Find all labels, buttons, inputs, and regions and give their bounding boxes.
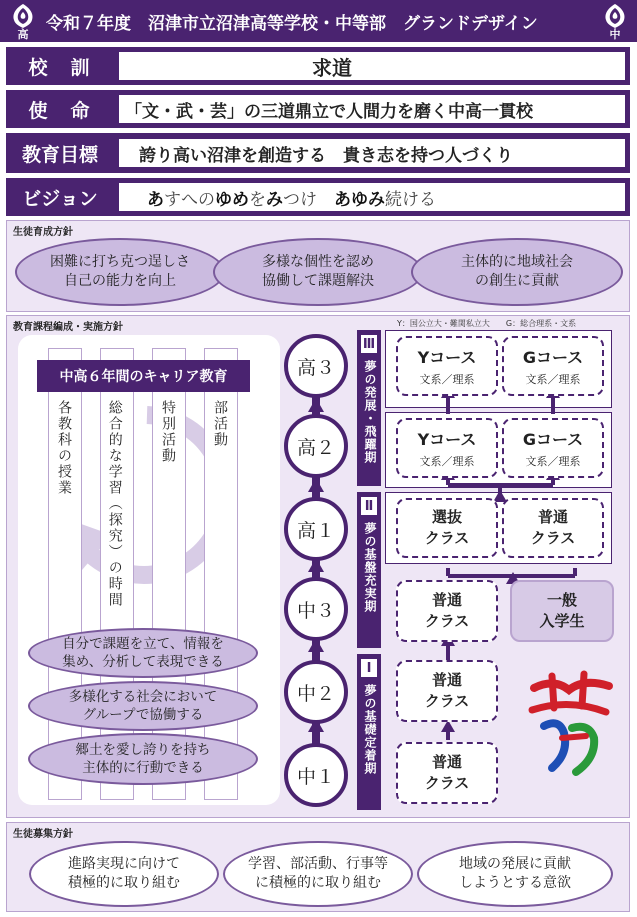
futsu-class-box: 普通 クラス: [396, 742, 498, 804]
ikusei-item: [411, 238, 623, 306]
vision-char: ゆ: [215, 189, 232, 210]
curriculum-column-label: 総合的な学習（探究）の時間: [106, 400, 123, 608]
vision-char: ゆ: [351, 189, 368, 210]
stage-circle: 高１: [284, 497, 348, 561]
course-legend: Y：国公立大・難関私立大 G：総合理系・文系: [397, 319, 577, 328]
skill-item: [28, 628, 258, 678]
senbatsu-class-box: 選抜 クラス: [396, 498, 498, 558]
boshu-item-line2: に積極的に取り組む: [255, 875, 381, 891]
vision-char: の: [198, 189, 215, 210]
boshu-title: 生徒募集方針: [13, 829, 73, 840]
stage-circle: 高３: [284, 334, 348, 398]
header-title: 令和７年度 沼津市立沼津高等学校・中等部 グランドデザイン: [46, 14, 538, 34]
ikusei-item-line1: 困難に打ち克つ逞しさ: [50, 254, 190, 271]
yume-logo-icon: [514, 668, 624, 778]
futsu-class-box: 普通 クラス: [502, 498, 604, 558]
curriculum-column-label: 各教科の授業: [56, 400, 72, 496]
y-course-title: Yコース: [417, 348, 477, 367]
skill-item: [28, 733, 258, 785]
row-motto: [6, 47, 630, 85]
skill-line1: 郷土を愛し誇りを持ち: [75, 741, 211, 758]
vision-char: へ: [181, 189, 198, 210]
phase-text-2: 夢の基盤充実期: [363, 522, 377, 613]
boshu-item-line2: 積極的に取り組む: [68, 875, 180, 891]
school-emblem-right-icon: [598, 2, 632, 40]
vision-char: す: [164, 189, 181, 210]
ikusei-item: [213, 238, 423, 306]
ikusei-item: [15, 238, 225, 306]
g-course-box: [502, 336, 604, 396]
ikusei-item-line2: の創生に貢献: [475, 273, 559, 289]
ikusei-section: [6, 220, 630, 312]
boshu-item: [29, 841, 219, 907]
career-title-text: 中高６年間のキャリア教育: [59, 369, 228, 385]
row-vision-label: ビジョン: [22, 187, 98, 210]
phase-num-2: Ⅱ: [360, 496, 378, 516]
y-course-title: Yコース: [417, 430, 477, 449]
skill-line2: グループで協働する: [82, 707, 204, 723]
curriculum-title: 教育課程編成・実施方針: [13, 322, 123, 333]
stage-arrows: [296, 330, 336, 810]
stage-circle: 中２: [284, 660, 348, 724]
skill-line1: 自分で課題を立て、情報を: [62, 635, 224, 652]
g-course-title: Gコース: [522, 348, 584, 367]
phase-text-3: 夢の発展・飛躍期: [363, 360, 377, 464]
phase-num-3: Ⅲ: [360, 334, 378, 354]
boshu-item: [417, 841, 613, 907]
ikusei-title: 生徒育成方針: [13, 227, 73, 238]
phase-num-1: Ⅰ: [360, 658, 378, 678]
vision-char: み: [266, 189, 283, 210]
ippan-entrant-box: 一般 入学生: [510, 580, 614, 642]
curriculum-column-label: 部活動: [212, 400, 228, 448]
vision-char: め: [232, 189, 249, 210]
g-course-title: Gコース: [522, 430, 584, 449]
ikusei-item-line1: 主体的に地域社会: [461, 254, 573, 271]
boshu-item-line1: 進路実現に向けて: [68, 856, 180, 873]
phase-text-1: 夢の基礎定着期: [363, 684, 377, 775]
row-mission-label: 使 命: [28, 99, 92, 122]
futsu-class-box: 普通 クラス: [396, 580, 498, 642]
row-mission: [6, 90, 630, 128]
skill-line1: 多様化する社会において: [68, 688, 218, 705]
skill-line2: 集め、分析して表現できる: [62, 654, 224, 670]
y-course-sub: 文系／理系: [419, 455, 475, 468]
ikusei-item-line1: 多様な個性を認め: [262, 254, 374, 271]
stage-circle: 高２: [284, 414, 348, 478]
row-goal-text: 誇り高い沼津を創造する 貴き志を持つ人づくり: [118, 138, 626, 168]
curriculum-column-label: 特別活動: [160, 400, 176, 464]
vision-char: 続: [385, 189, 402, 210]
row-motto-label: 校 訓: [28, 56, 92, 79]
boshu-item-line2: しようとする意欲: [459, 875, 571, 891]
g-course-sub: 文系／理系: [525, 455, 581, 468]
stage-circle: 中３: [284, 577, 348, 641]
row-vision: [6, 178, 630, 216]
g-course-sub: 文系／理系: [525, 373, 581, 386]
vision-char: る: [419, 189, 436, 210]
vision-char: あ: [334, 189, 351, 210]
vision-char: け: [402, 189, 419, 210]
ikusei-item-line2: 自己の能力を向上: [64, 273, 176, 289]
vision-char: を: [249, 189, 266, 210]
row-vision-text: [118, 182, 626, 212]
stage-circle: 中１: [284, 743, 348, 807]
row-mission-text: 「文・武・芸」の三道鼎立で人間力を磨く中高一貫校: [118, 94, 626, 124]
g-course-box: [502, 418, 604, 478]
row-goal: [6, 133, 630, 173]
y-course-sub: 文系／理系: [419, 373, 475, 386]
skill-line2: 主体的に行動できる: [82, 760, 204, 776]
vision-char: つ: [283, 189, 300, 210]
ikusei-item-line2: 協働して課題解決: [262, 273, 374, 289]
vision-char: [317, 185, 334, 210]
row-motto-text: 求道: [118, 51, 626, 81]
y-course-box: [396, 418, 498, 478]
vision-char: け: [300, 189, 317, 210]
emblem-right-char: 中: [609, 28, 621, 40]
futsu-class-box: 普通 クラス: [396, 660, 498, 722]
emblem-left-char: 高: [17, 28, 29, 40]
school-emblem-left-icon: [6, 2, 40, 40]
boshu-section: [6, 822, 630, 912]
row-goal-label: 教育目標: [21, 143, 98, 166]
boshu-item: [223, 841, 413, 907]
vision-char: あ: [147, 189, 164, 210]
y-course-box: [396, 336, 498, 396]
boshu-item-line1: 学習、部活動、行事等: [248, 856, 388, 873]
vision-char: み: [368, 189, 385, 210]
boshu-item-line1: 地域の発展に貢献: [459, 856, 571, 873]
skill-item: [28, 681, 258, 731]
